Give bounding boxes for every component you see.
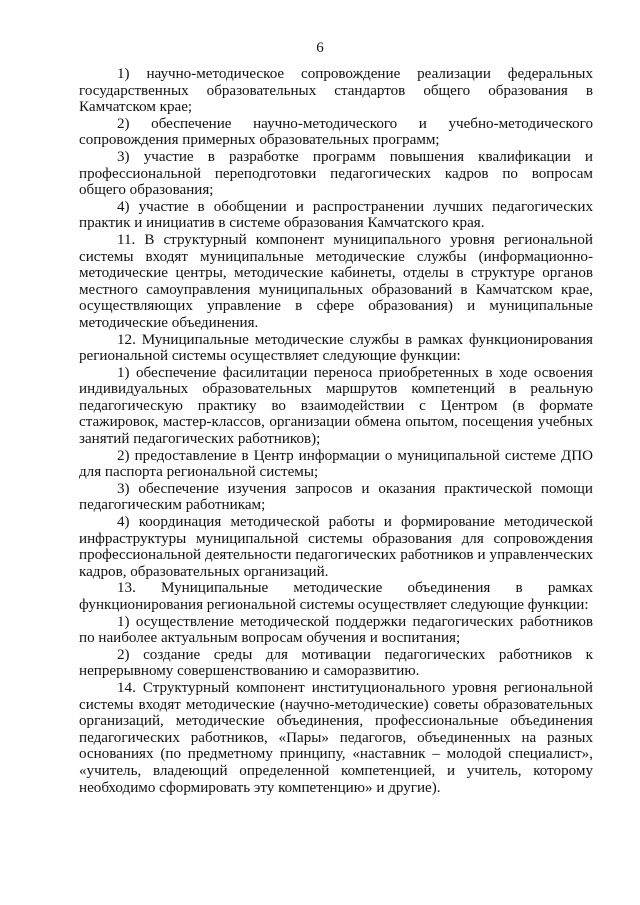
paragraph-11: 13. Муниципальные методические объединения в рамках функционирования региональной системы осуществляет следующие функции: [79, 580, 593, 613]
paragraph-9: 3) обеспечение изучения запросов и оказания практической помощи педагогическим работникам; [79, 480, 593, 514]
paragraph-10: 4) координация методической работы и формирование методической инфраструктуры муниципальной системы образования для сопровождения профессиональной деятельности педагогических работников и управленческих кадров, образовательных организаций. [79, 514, 593, 580]
paragraph-2: 2) обеспечение научно-методического и учебно-методического сопровождения примерных образовательных программ; [79, 115, 593, 149]
paragraph-1: 1) научно-методическое сопровождение реализации федеральных государственных образовательных стандартов общего образования в Камчатском крае; [79, 66, 593, 116]
paragraph-3: 3) участие в разработке программ повышения квалификации и профессиональной переподготовки педагогических кадров по вопросам общего образования; [79, 148, 593, 199]
paragraph-4: 4) участие в обобщении и распространении лучших педагогических практик и инициатив в системе образования Камчатского края. [79, 198, 593, 232]
paragraph-8: 2) предоставление в Центр информации о муниципальной системе ДПО для паспорта региональной системы; [79, 447, 593, 481]
paragraph-7: 1) обеспечение фасилитации переноса приобретенных в ходе освоения индивидуальных образовательных маршрутов компетенций в реальную педагогическую практику во взаимодействии с Центром (в формате стажировок, мастер-классов, организации обмена опытом, посещения учебных занятий педагогических работников); [79, 364, 593, 448]
paragraph-13: 2) создание среды для мотивации педагогических работников к непрерывному совершенствованию и саморазвитию. [79, 646, 593, 680]
page-number: 6 [316, 40, 324, 56]
paragraph-5: 11. В структурный компонент муниципального уровня региональной системы входят муниципальные методические службы (информационно-методические центры, методические кабинеты, отделы в структуре органов местного самоуправления муниципальных образований в Камчатском крае, осуществляющих управление в сфере образования) и муниципальные методические объединения. [79, 231, 593, 331]
paragraph-6: 12. Муниципальные методические службы в рамках функционирования региональной системы осуществляет следующие функции: [79, 331, 593, 365]
document-body [79, 66, 593, 796]
paragraph-12: 1) осуществление методической поддержки педагогических работников по наиболее актуальным вопросам обучения и воспитания; [79, 613, 593, 647]
paragraph-14: 14. Структурный компонент институционального уровня региональной системы входят методические (научно-методические) советы образовательных организаций, методические объединения, профессиональные объединения педагогических работников, «Пары» педагогов, объединенных на разных основаниях (по предметному принципу, «наставник – молодой специалист», «учитель, владеющий определенной компетенцией, и учитель, которому необходимо сформировать эту компетенцию» и другие). [79, 679, 593, 796]
